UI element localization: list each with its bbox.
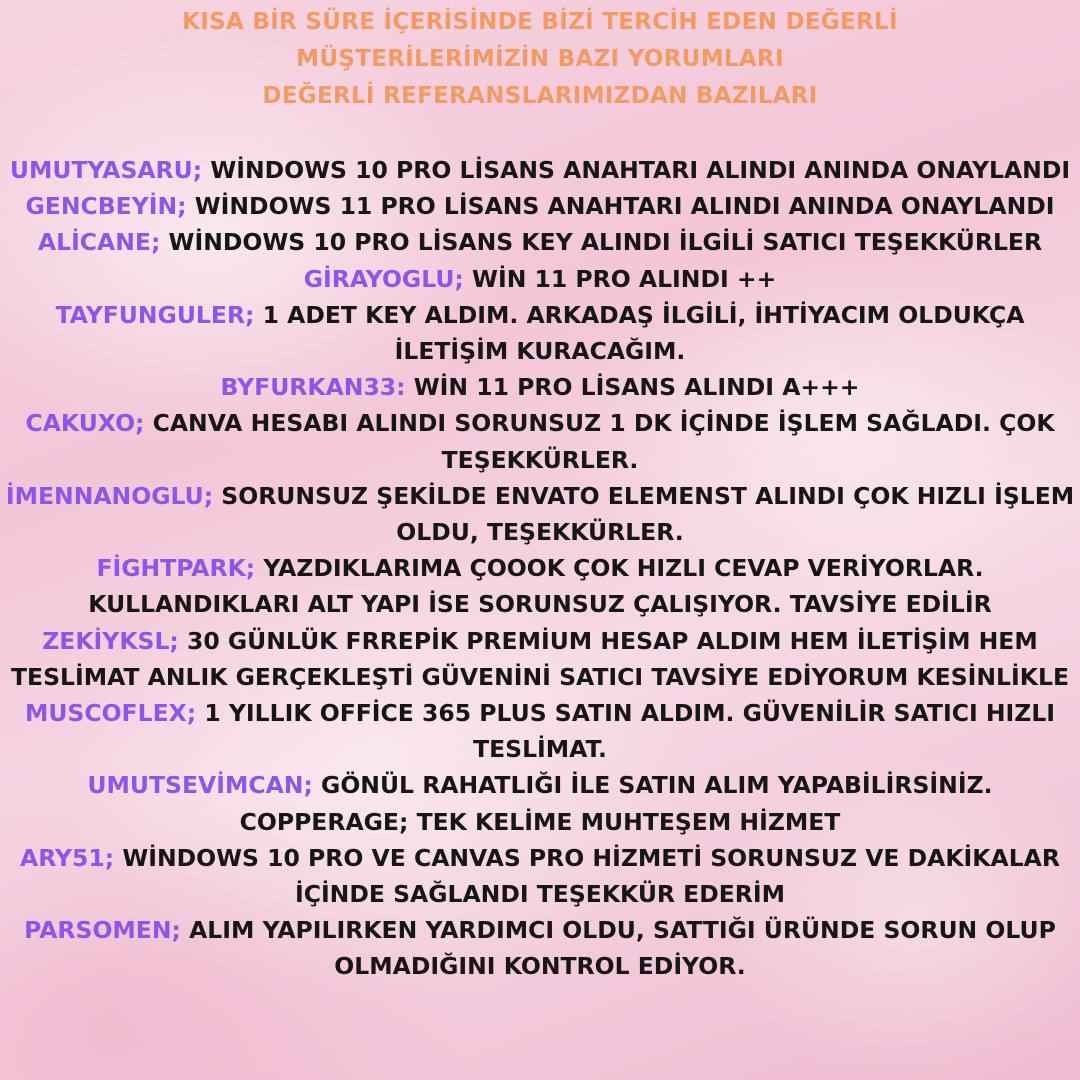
review-username: COPPERAGE; [239, 807, 409, 836]
review-username: BYFURKAN33: [220, 373, 406, 402]
review-username: FİGHTPARK; [96, 554, 256, 583]
review-item [4, 478, 1076, 550]
review-username: ZEKİYKSL; [42, 626, 179, 655]
review-item [4, 767, 1076, 803]
header-line-2: MÜŞTERİLERİMİZİN BAZI YORUMLARI [296, 46, 784, 72]
review-username: GENCBEYİN; [25, 192, 187, 221]
review-username: MUSCOFLEX; [24, 699, 197, 728]
review-text: 30 GÜNLÜK FRREPİK PREMİUM HESAP ALDIM HEM İLETİŞİM HEM TESLİMAT ANLIK GERÇEKLEŞTİ GÜVENİNİ SATICI TAVSİYE EDİYORUM KESİNLİKLE [10, 626, 1070, 691]
review-text: WİNDOWS 11 PRO LİSANS ANAHTARI ALINDI ANINDA ONAYLANDI [186, 192, 1055, 221]
header [0, 0, 1080, 115]
header-line-1: KISA BİR SÜRE İÇERİSİNDE BİZİ TERCİH EDEN DEĞERLİ [182, 9, 898, 35]
review-text: 1 ADET KEY ALDIM. ARKADAŞ İLGİLİ, İHTİYACIM OLDUKÇA İLETİŞİM KURACAĞIM. [254, 300, 1025, 366]
review-text: 1 YILLIK OFFİCE 365 PLUS SATIN ALDIM. GÜVENİLİR SATICI HIZLI TESLİMAT. [196, 699, 1056, 764]
review-item [4, 623, 1076, 695]
review-text: CANVA HESABI ALINDI SORUNSUZ 1 DK İÇİNDE İŞLEM SAĞLADI. ÇOK TEŞEKKÜRLER. [144, 409, 1055, 474]
review-text: WİN 11 PRO LİSANS ALINDI A+++ [405, 373, 860, 402]
spacer [0, 115, 1080, 152]
review-username: UMUTSEVİMCAN; [87, 771, 313, 800]
review-text: WİNDOWS 10 PRO LİSANS KEY ALINDI İLGİLİ SATICI TEŞEKKÜRLER [160, 228, 1043, 257]
review-item [4, 840, 1076, 912]
review-item [4, 550, 1076, 622]
review-item [4, 405, 1076, 477]
review-item [4, 224, 1076, 260]
review-item [4, 261, 1076, 297]
review-username: UMUTYASARU; [9, 156, 203, 184]
review-item [4, 297, 1076, 369]
review-text: TEK KELİME MUHTEŞEM HİZMET [408, 807, 841, 836]
header-line-3: DEĞERLİ REFERANSLARIMIZDAN BAZILARI [262, 83, 818, 109]
review-item [4, 152, 1076, 188]
review-username: ALİCANE; [37, 228, 161, 257]
review-text: WİN 11 PRO ALINDI ++ [463, 264, 777, 293]
review-list [0, 152, 1080, 985]
review-username: CAKUXO; [25, 409, 145, 438]
review-text: WİNDOWS 10 PRO LİSANS ANAHTARI ALINDI ANINDA ONAYLANDI [202, 156, 1071, 184]
review-text: SORUNSUZ ŞEKİLDE ENVATO ELEMENST ALINDI ÇOK HIZLI İŞLEM OLDU, TEŞEKKÜRLER. [213, 481, 1075, 547]
review-item [4, 188, 1076, 224]
review-item [4, 804, 1076, 840]
review-text: YAZDIKLARIMA ÇOOOK ÇOK HIZLI CEVAP VERİYORLAR. KULLANDIKLARI ALT YAPI İSE SORUNSUZ ÇALIŞIYOR. TAVSİYE EDİLİR [88, 554, 992, 619]
review-item [4, 695, 1076, 767]
review-username: PARSOMEN; [24, 916, 181, 945]
review-username: GİRAYOGLU; [303, 264, 464, 293]
review-username: İMENNANOGLU; [5, 481, 214, 510]
review-text: ALIM YAPILIRKEN YARDIMCI OLDU, SATTIĞI ÜRÜNDE SORUN OLUP OLMADIĞINI KONTROL EDİYOR. [180, 916, 1056, 981]
review-username: TAYFUNGULER; [55, 300, 255, 329]
review-text: GÖNÜL RAHATLIĞI İLE SATIN ALIM YAPABİLİRSİNİZ. [312, 771, 993, 800]
review-item [4, 912, 1076, 984]
review-item [4, 369, 1076, 405]
review-text: WİNDOWS 10 PRO VE CANVAS PRO HİZMETİ SORUNSUZ VE DAKİKALAR İÇİNDE SAĞLANDI TEŞEKKÜR EDERİM [114, 843, 1060, 909]
review-username: ARY51; [20, 843, 115, 872]
